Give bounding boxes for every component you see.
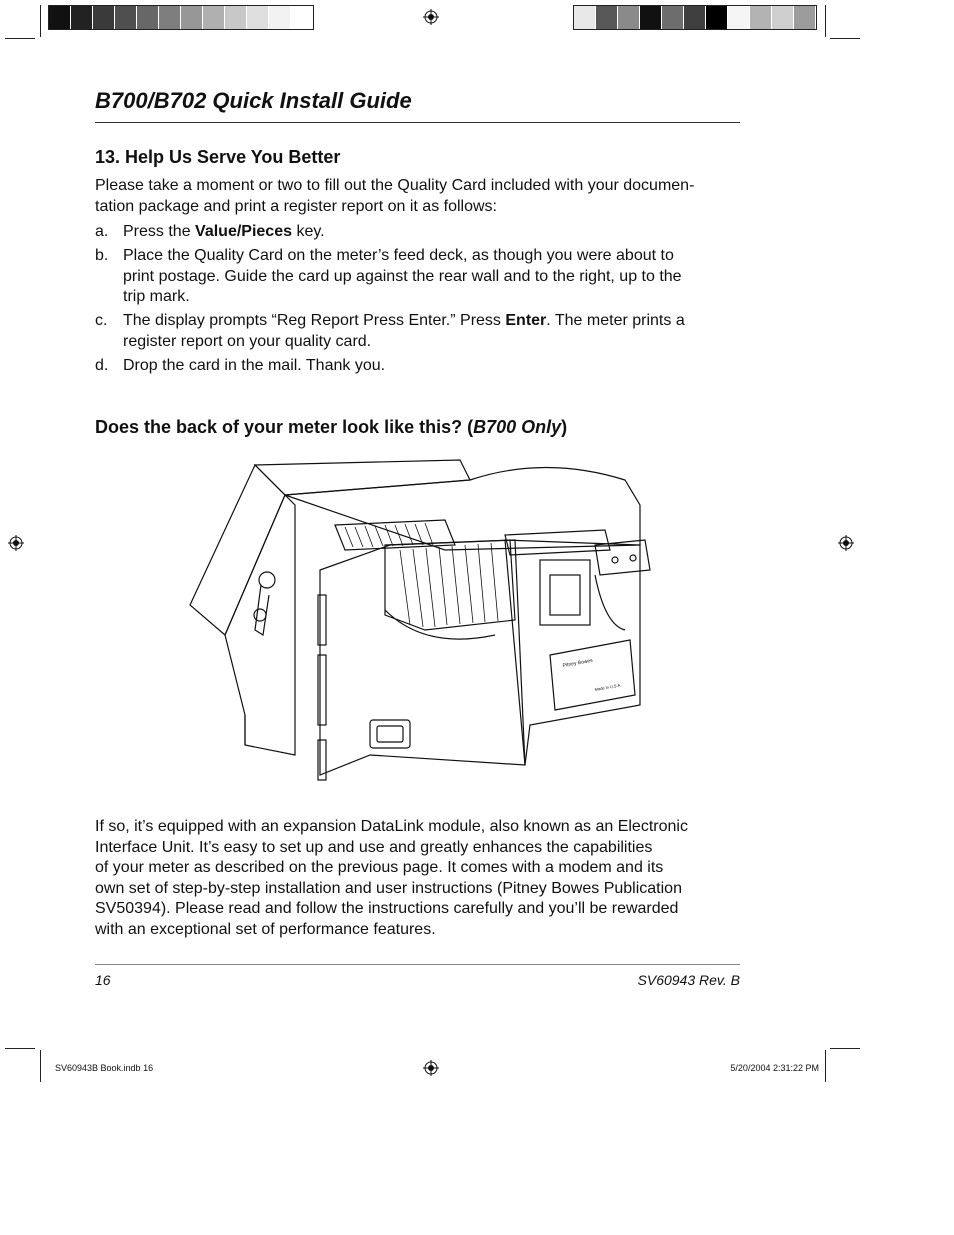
power-inlet [370, 720, 410, 748]
key-name: Enter [505, 312, 547, 329]
list-letter: a. [95, 223, 109, 240]
color-swatch [137, 6, 159, 29]
crop-mark [825, 1050, 826, 1082]
list-letter: d. [95, 357, 109, 374]
label-brand: Pitney Bowes [562, 657, 594, 669]
slug-datetime: 5/20/2004 2:31:22 PM [730, 1063, 819, 1073]
color-swatch [750, 6, 772, 29]
color-swatch [269, 6, 291, 29]
color-swatch [181, 6, 203, 29]
color-swatch [706, 6, 728, 29]
crop-mark [830, 1048, 860, 1049]
step-line: print postage. Guide the card up against the rear wall and to the right, up to the [123, 267, 682, 285]
registration-mark-icon [8, 535, 24, 551]
color-bar-left [48, 5, 314, 30]
registration-mark-icon [423, 9, 439, 25]
color-swatch [225, 6, 247, 29]
list-letter: b. [95, 247, 109, 264]
crop-mark [5, 1048, 35, 1049]
step-line [123, 311, 738, 332]
body-line: of your meter as described on the previous page. It comes with a modem and its [95, 859, 664, 876]
body-line: own set of step-by-step installation and user instructions (Pitney Bowes Publication [95, 879, 682, 897]
color-swatch [115, 6, 137, 29]
step-line: trip mark. [123, 288, 190, 305]
registration-mark-icon [423, 1060, 439, 1076]
intro-line: tation package and print a register report on it as follows: [95, 197, 497, 215]
list-text [123, 311, 738, 352]
step-text: The display prompts “Reg Report Press Enter.” Press [123, 312, 506, 329]
color-swatch [618, 6, 640, 29]
meter-back-illustration [185, 455, 655, 800]
heading-text: Does the back of your meter look like this? ( [95, 417, 474, 437]
side-port [318, 595, 326, 645]
crop-mark [830, 38, 860, 39]
crop-mark [5, 38, 35, 39]
footer-rule [95, 964, 740, 965]
color-swatch [640, 6, 662, 29]
list-text [123, 246, 738, 308]
body-line: with an exceptional set of performance features. [95, 920, 436, 938]
color-swatch [596, 6, 618, 29]
intro-line: Please take a moment or two to fill out the Quality Card included with your documen- [95, 177, 695, 194]
intro-paragraph [95, 176, 743, 217]
color-swatch [159, 6, 181, 29]
slug-filename: SV60943B Book.indb 16 [55, 1063, 154, 1073]
section-heading [95, 417, 567, 438]
step-text: Press the [123, 223, 196, 240]
registration-mark-icon [838, 535, 854, 551]
crop-mark [825, 5, 826, 37]
color-swatch [794, 6, 816, 29]
color-swatch [662, 6, 684, 29]
crop-mark [40, 5, 41, 37]
step-line: Place the Quality Card on the meter’s feed deck, as though you were about to [123, 247, 674, 264]
color-swatch [71, 6, 93, 29]
color-swatch [203, 6, 225, 29]
color-swatch [49, 6, 71, 29]
color-swatch [291, 6, 313, 29]
crop-mark [40, 1050, 41, 1082]
section-heading: 13. Help Us Serve You Better [95, 147, 341, 167]
color-swatch [728, 6, 750, 29]
color-bar-right [573, 5, 817, 30]
color-swatch [93, 6, 115, 29]
rating-label [550, 640, 635, 710]
page-title: B700/B702 Quick Install Guide [95, 88, 412, 113]
body-line: If so, it’s equipped with an expansion DataLink module, also known as an Electronic [95, 818, 688, 835]
step-text: . The meter prints a [546, 312, 685, 329]
side-port [318, 655, 326, 725]
list-letter: c. [95, 312, 108, 329]
key-name: Value/Pieces [195, 223, 292, 240]
header-rule [95, 122, 740, 123]
list-text [123, 222, 738, 243]
color-swatch [772, 6, 794, 29]
list-text: Drop the card in the mail. Thank you. [123, 357, 386, 374]
body-line: SV50394). Please read and follow the instructions carefully and you’ll be rewarded [95, 900, 679, 917]
step-text: key. [292, 223, 325, 240]
page-number: 16 [95, 972, 111, 988]
color-swatch [684, 6, 706, 29]
step-line: register report on your quality card. [123, 332, 372, 350]
color-swatch [574, 6, 596, 29]
label-origin: Made in U.S.A. [594, 682, 622, 692]
heading-italic: B700 Only [473, 417, 562, 437]
document-id: SV60943 Rev. B [637, 972, 740, 988]
body-paragraph [95, 817, 743, 940]
display-panel [190, 465, 285, 635]
top-vent [335, 520, 455, 550]
body-line: Interface Unit. It’s easy to set up and use and greatly enhances the capabilities [95, 838, 653, 856]
color-swatch [247, 6, 269, 29]
heading-text: ) [561, 417, 568, 437]
